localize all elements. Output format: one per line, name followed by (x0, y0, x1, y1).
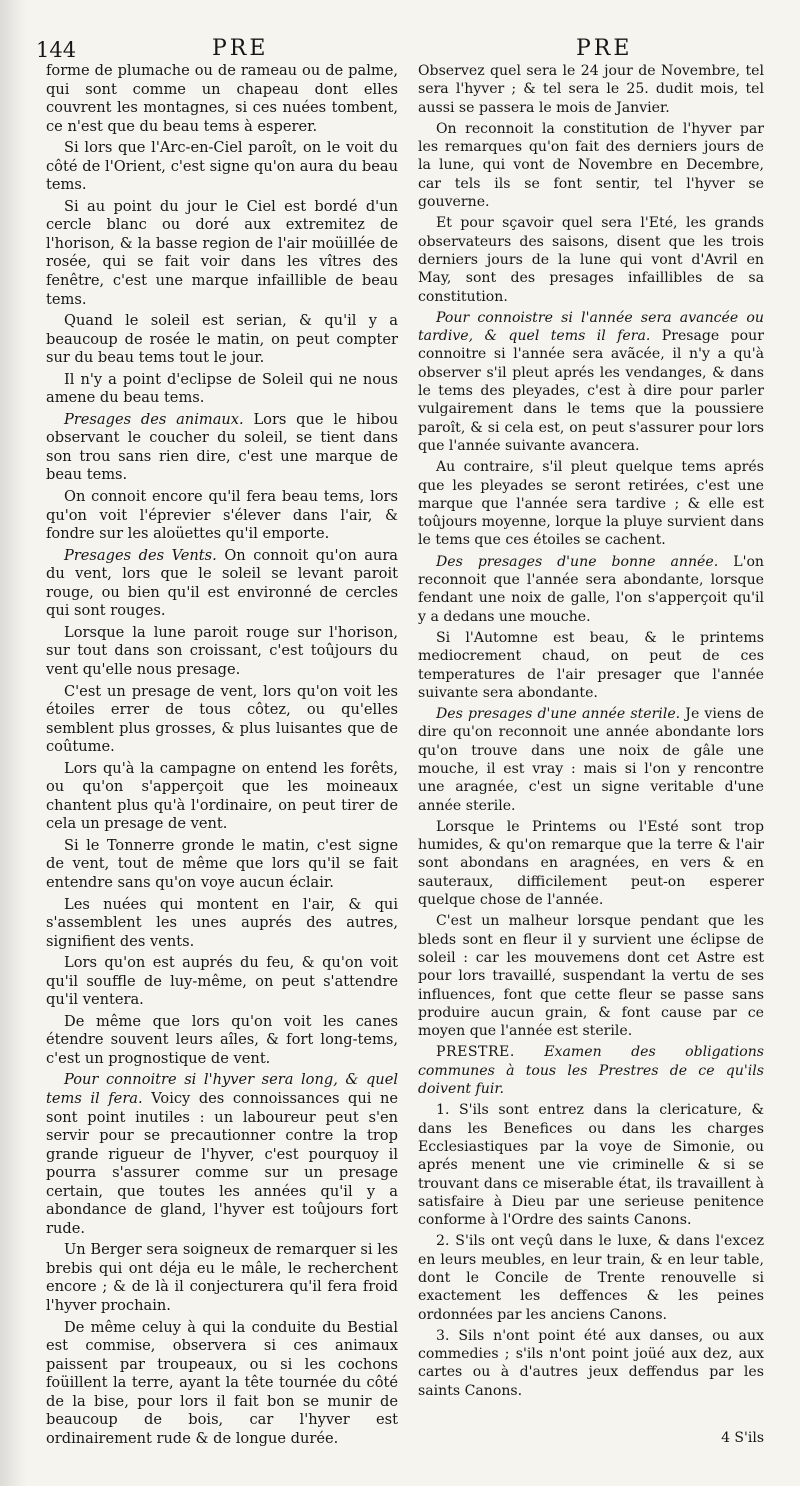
paragraph-heading: Des presages d'une bonne année. (436, 553, 719, 570)
paragraph-text: On connoit encore qu'il fera beau tems, lors qu'on voit l'éprevier s'élever dans l'air, & fondre sur les aloüettes qu'il emporte. (46, 488, 398, 543)
paragraph (46, 139, 398, 195)
paragraph-text: Au contraire, s'il pleut quelque tems aprés que les pleyades se seront retirées, c'est une marque que l'année sera tardive ; & elle est toûjours moyenne, lorque la pluye survient dans le tems que ces étoiles se cachent. (418, 459, 764, 549)
paragraph-text: Voicy des connoissances qui ne sont point inutiles : un laboureur peut s'en servir pour se precautionner contre la trop grande rigueur de l'hyver, c'est pourquoy il pourra s'assurer comme sur un presage certain, que toutes les années qu'il y a abondance de gland, l'hyver est toûjours fort rude. (46, 1089, 398, 1237)
catchword: 4 S'ils (721, 1430, 764, 1446)
paragraph-heading: PRESTRE. (436, 1044, 515, 1061)
paragraph (418, 458, 764, 549)
paragraph (46, 954, 398, 1010)
paragraph (418, 705, 764, 815)
running-head-left: PRE (212, 36, 269, 61)
right-column (418, 62, 764, 1403)
paragraph (418, 553, 764, 626)
paragraph-text: forme de plumache ou de rameau ou de palme, qui sont comme un chapeau dont elles couvrent les montagnes, si ces nuées tombent, ce n'est que du beau tems à esperer. (46, 62, 398, 135)
paragraph (418, 1043, 764, 1098)
paragraph-heading: Des presages d'une année sterile. (436, 706, 681, 723)
paragraph-text: Lors qu'on est auprés du feu, & qu'on voit qu'il souffle de luy-même, on peut s'attendre qu'il ventera. (46, 954, 398, 1009)
paragraph (418, 214, 764, 305)
paragraph (46, 837, 398, 893)
paragraph-heading: Pour connoitre si l'hyver sera long, & quel tems il fera. (46, 1071, 398, 1107)
paragraph-heading: Presages des animaux. (64, 410, 244, 428)
paragraph-text: 2. S'ils ont veçû dans le luxe, & dans l'excez en leurs meubles, en leur train, & en leur table, dont le Concile de Trente renouvelle si exactement les deffences & les peines ordonnées par les anciens Canons. (418, 1233, 764, 1323)
paragraph (46, 1241, 398, 1315)
paragraph-text: Si lors que l'Arc-en-Ciel paroît, on le voit du côté de l'Orient, c'est signe qu'on aura du beau tems. (46, 139, 398, 194)
paragraph (46, 411, 398, 485)
paragraph-text: L'on reconnoit que l'année sera abondante, lorsque fendant une noix de galle, l'on s'apperçoit qu'il y a dedans une mouche. (418, 553, 765, 625)
paragraph-text: Si le Tonnerre gronde le matin, c'est signe de vent, tout de même que lors qu'il se fait entendre sans qu'on voye aucun éclair. (46, 836, 398, 891)
paragraph (46, 62, 398, 136)
paragraph (418, 1327, 764, 1400)
paragraph (46, 760, 398, 834)
paragraph (418, 912, 764, 1040)
paragraph-text: Lors que le hibou observant le coucher du soleil, se tient dans son trou sans rien dire, c'est une marque de beau tems. (46, 410, 399, 484)
paragraph (46, 371, 398, 408)
paragraph-text: Si l'Automne est beau, & le printems mediocrement chaud, on peut de ces temperatures de l'air presager que l'année suivante sera abondante. (418, 629, 764, 701)
paragraph (418, 629, 764, 702)
paragraph-text: Quand le soleil est serian, & qu'il y a beaucoup de rosée le matin, on peut compter sur du beau tems tout le jour. (46, 312, 398, 367)
paragraph (46, 896, 398, 952)
paragraph-heading: Presages des Vents. (64, 546, 217, 564)
paragraph (418, 1232, 764, 1323)
paragraph-text: Je viens de dire qu'on reconnoit une année abondante lors qu'on trouve dans une noix de gâle une mouche, il est vray : mais si l'on y rencontre une aragnée, c'est un signe veritable d'une année sterile. (418, 706, 765, 814)
paragraph (418, 120, 764, 211)
paragraph-text: De même celuy à qui la conduite du Bestial est commise, observera si ces animaux paissent par troupeaux, ou si les cochons foüillent la terre, ayant la tête tournée du côté de la bise, pour lors il fait bon se munir de beaucoup de bois, car l'hyver est ordinairement rude & de longue durée. (46, 1318, 398, 1447)
paragraph (418, 62, 764, 117)
paragraph (418, 1101, 764, 1229)
paragraph (46, 547, 398, 621)
paragraph (418, 818, 764, 909)
paragraph-text: C'est un presage de vent, lors qu'on voit les étoiles errer de tous côtez, ou qu'elles semblent plus grosses, & plus luisantes que de coûtume. (46, 682, 398, 756)
page-number: 144 (36, 38, 77, 62)
paragraph-text: Un Berger sera soigneux de remarquer si les brebis qui ont déja eu le mâle, le recherchent encore ; & de là il conjecturera qu'il fera froid l'hyver prochain. (46, 1241, 398, 1314)
paragraph-text: On connoit qu'on aura du vent, lors que le soleil se levant paroit rouge, ou bien qu'il est environné de cercles qui sont rouges. (46, 546, 399, 620)
paragraph (418, 309, 764, 455)
paragraph-text: Observez quel sera le 24 jour de Novembre, tel sera l'hyver ; & tel sera le 25. dudit mois, tel aussi se passera le mois de Janvier. (418, 63, 764, 116)
paragraph (46, 624, 398, 680)
paragraph (46, 683, 398, 757)
paragraph-text: Examen des obligations communes à tous les Prestres de ce qu'ils doivent fuir. (418, 1044, 765, 1098)
paragraph-text: Lorsque le Printems ou l'Esté sont trop humides, & qu'on remarque que la terre & l'air sont abondans en aragnées, en vers & en sauteraux, difficilement peut-on esperer quelque chose de l'année. (418, 818, 764, 909)
paragraph-text: 3. Sils n'ont point été aux danses, ou aux commedies ; s'ils n'ont point joüé aux dez, aux cartes ou à d'autres jeux deffendus par les saints Canons. (418, 1327, 764, 1399)
paragraph-text: Presage pour connoitre si l'année sera avãcée, il n'y a qu'à observer s'il pleut aprés les vendanges, & dans le tems des pleyades, c'est à dire pour parler vulgairement dans le tems que la poussiere paroît, & si cela est, on peut s'assurer pour lors que l'année suivante avancera. (418, 328, 764, 454)
paragraph-heading: Pour connoistre si l'année sera avancée ou tardive, & quel tems il fera. (418, 309, 764, 345)
paragraph-text: Lors qu'à la campagne on entend les forêts, ou qu'on s'apperçoit que les moineaux chantent plus qu'à l'ordinaire, on peut tirer de cela un presage de vent. (46, 759, 398, 833)
running-head-right: PRE (576, 36, 633, 61)
paragraph (46, 1071, 398, 1238)
paragraph (46, 1013, 398, 1069)
paragraph-text: Il n'y a point d'eclipse de Soleil qui ne nous amene du beau tems. (46, 370, 398, 407)
paragraph (46, 488, 398, 544)
left-column (46, 62, 398, 1451)
paragraph (46, 198, 398, 309)
paragraph-text: Les nuées qui montent en l'air, & qui s'assemblent les unes auprés des autres, signifient des vents. (46, 895, 398, 950)
paragraph-text: On reconnoit la constitution de l'hyver par les remarques qu'on fait des derniers jours de la lune, qui vont de Novembre en Decembre, car tels ils se font sentir, tel l'hyver se gouverne. (418, 120, 764, 211)
paragraph-text: Lorsque la lune paroit rouge sur l'horison, sur tout dans son croissant, c'est toûjours du vent qu'elle nous presage. (46, 623, 398, 678)
paragraph-text: 1. S'ils sont entrez dans la clericature, & dans les Benefices ou dans les charges Ecclesiastiques par la voye de Simonie, ou aprés menent une vie criminelle & si se trouvant dans ce miserable état, ils travaillent à satisfaire à Dieu par une serieuse penitence conforme à l'Ordre des saints Canons. (418, 1102, 764, 1229)
paragraph-text: Si au point du jour le Ciel est bordé d'un cercle blanc ou doré aux extremitez de l'horison, & la basse region de l'air moüillée de rosée, qui se fait voir dans les vîtres des fenêtre, c'est une marque infaillible de beau tems. (46, 197, 398, 308)
paragraph (46, 1319, 398, 1449)
paragraph-text: C'est un malheur lorsque pendant que les bleds sont en fleur il y survient une éclipse de soleil : car les mouvemens dont cet Astre est pour lors travaillé, suspendant la vertu de ses influences, font que cette fleur se passe sans produire aucun grain, & font cause par ce moyen que l'année est sterile. (418, 913, 764, 1040)
paragraph (46, 312, 398, 368)
paragraph-text: Et pour sçavoir quel sera l'Eté, les grands observateurs des saisons, disent que les trois derniers jours de la lune qui vont d'Avril en May, sont des presages infaillibles de sa constitution. (418, 215, 764, 305)
paragraph-text: De même que lors qu'on voit les canes étendre souvent leurs aîles, & fort long-tems, c'est un prognostique de vent. (46, 1012, 398, 1067)
